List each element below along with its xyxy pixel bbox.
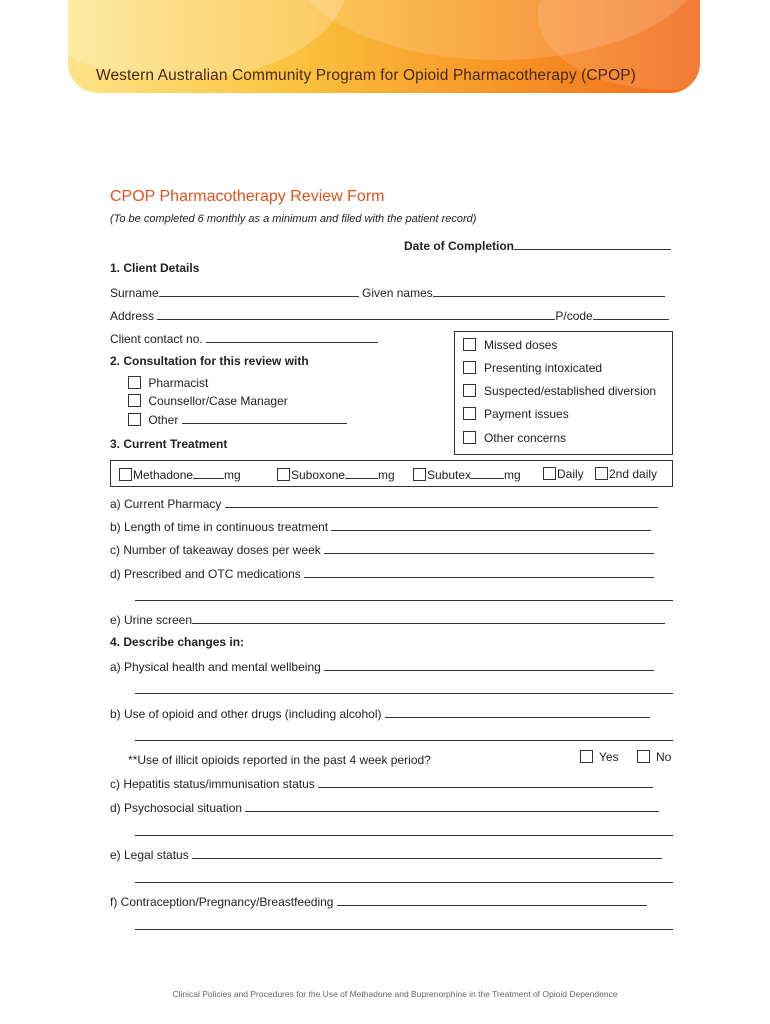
checkbox[interactable]: [128, 376, 141, 389]
checkbox[interactable]: [463, 361, 476, 374]
address-label: Address: [110, 309, 155, 323]
psychosocial-field-2[interactable]: [135, 824, 673, 836]
no-option[interactable]: No: [637, 750, 671, 764]
legal-status-continuation[interactable]: [135, 871, 673, 886]
contact-row: [110, 331, 378, 346]
checkbox[interactable]: [128, 394, 141, 407]
checkbox[interactable]: [637, 750, 650, 763]
date-label: Date of Completion: [404, 239, 514, 253]
methadone-option[interactable]: Methadone mg: [119, 467, 241, 482]
concern-diversion[interactable]: Suspected/established diversion: [463, 384, 656, 398]
subutex-option[interactable]: Subutex mg: [413, 467, 521, 482]
pcode-label: P/code: [555, 309, 593, 323]
treatment-length-row: b) Length of time in continuous treatment: [110, 519, 651, 534]
section3-heading: 3. Current Treatment: [110, 437, 228, 451]
takeaway-doses-field[interactable]: [324, 542, 654, 554]
physical-health-row: a) Physical health and mental wellbeing: [110, 659, 654, 674]
checkbox[interactable]: [277, 468, 290, 481]
second-daily-option[interactable]: 2nd daily: [595, 467, 657, 481]
checkbox[interactable]: [128, 413, 141, 426]
drug-use-field[interactable]: [385, 706, 650, 718]
psychosocial-continuation[interactable]: [135, 824, 673, 839]
concern-payment-issues[interactable]: Payment issues: [463, 407, 569, 421]
concern-missed-doses[interactable]: Missed doses: [463, 338, 557, 352]
contraception-continuation[interactable]: [135, 918, 673, 933]
option-counsellor[interactable]: Counsellor/Case Manager: [128, 394, 288, 408]
physical-health-field-2[interactable]: [135, 682, 673, 694]
treatment-box: [110, 460, 673, 487]
legal-status-field[interactable]: [192, 847, 662, 859]
contact-field[interactable]: [206, 331, 378, 343]
suboxone-option[interactable]: Suboxone mg: [277, 467, 395, 482]
date-completion[interactable]: [404, 238, 671, 253]
program-title: Western Australian Community Program for Opioid Pharmacotherapy (CPOP): [96, 67, 636, 84]
pcode-field[interactable]: [593, 308, 669, 320]
address-field[interactable]: [157, 308, 555, 320]
checkbox[interactable]: [413, 468, 426, 481]
legal-status-field-2[interactable]: [135, 871, 673, 883]
psychosocial-row: d) Psychosocial situation: [110, 800, 659, 815]
hepatitis-row: c) Hepatitis status/immunisation status: [110, 776, 653, 791]
current-pharmacy-row: a) Current Pharmacy: [110, 496, 658, 511]
section1-heading: 1. Client Details: [110, 261, 200, 275]
form-title: CPOP Pharmacotherapy Review Form: [110, 188, 385, 205]
checkbox[interactable]: [463, 407, 476, 420]
given-names-label: Given names: [362, 286, 433, 300]
drug-use-row: b) Use of opioid and other drugs (including alcohol): [110, 706, 650, 721]
option-pharmacist[interactable]: Pharmacist: [128, 376, 208, 390]
other-field[interactable]: [182, 412, 347, 424]
contraception-field[interactable]: [337, 894, 647, 906]
date-field-line[interactable]: [514, 238, 671, 250]
checkbox[interactable]: [580, 750, 593, 763]
suboxone-dose-field[interactable]: [345, 467, 378, 479]
checkbox[interactable]: [595, 467, 608, 480]
urine-screen-field[interactable]: [192, 612, 665, 624]
daily-option[interactable]: Daily: [543, 467, 584, 481]
surname-label: Surname: [110, 286, 159, 300]
current-pharmacy-field[interactable]: [225, 496, 658, 508]
subutex-dose-field[interactable]: [471, 467, 504, 479]
checkbox[interactable]: [543, 467, 556, 480]
contraception-field-2[interactable]: [135, 918, 673, 930]
urine-screen-row: e) Urine screen: [110, 612, 665, 627]
legal-status-row: e) Legal status: [110, 847, 662, 862]
surname-field[interactable]: [159, 285, 359, 297]
concern-presenting-intoxicated[interactable]: Presenting intoxicated: [463, 361, 602, 375]
concerns-box: [454, 331, 673, 455]
medications-field-2[interactable]: [135, 589, 673, 601]
drug-use-continuation[interactable]: [135, 729, 673, 744]
takeaway-doses-row: c) Number of takeaway doses per week: [110, 542, 654, 557]
option-other[interactable]: Other: [128, 412, 347, 427]
yes-option[interactable]: Yes: [580, 750, 619, 764]
physical-health-continuation[interactable]: [135, 682, 673, 697]
checkbox[interactable]: [463, 384, 476, 397]
illicit-opioids-question: **Use of illicit opioids reported in the past 4 week period?: [128, 753, 431, 767]
medications-continuation[interactable]: [135, 589, 673, 604]
concern-other[interactable]: Other concerns: [463, 431, 566, 445]
contact-label: Client contact no.: [110, 332, 203, 346]
checkbox[interactable]: [463, 338, 476, 351]
treatment-length-field[interactable]: [331, 519, 651, 531]
medications-row: d) Prescribed and OTC medications: [110, 566, 654, 581]
checkbox[interactable]: [119, 468, 132, 481]
hepatitis-field[interactable]: [318, 776, 653, 788]
form-subtitle: (To be completed 6 monthly as a minimum and filed with the patient record): [110, 213, 477, 225]
medications-field[interactable]: [304, 566, 654, 578]
psychosocial-field[interactable]: [245, 800, 659, 812]
section2-heading: 2. Consultation for this review with: [110, 354, 309, 368]
drug-use-field-2[interactable]: [135, 729, 673, 741]
methadone-dose-field[interactable]: [193, 467, 224, 479]
section4-heading: 4. Describe changes in:: [110, 635, 245, 649]
surname-row: [110, 285, 665, 300]
physical-health-field[interactable]: [324, 659, 654, 671]
given-names-field[interactable]: [433, 285, 665, 297]
checkbox[interactable]: [463, 431, 476, 444]
header-banner: [68, 0, 700, 93]
contraception-row: f) Contraception/Pregnancy/Breastfeeding: [110, 894, 647, 909]
address-row: [110, 308, 669, 323]
page-footer: Clinical Policies and Procedures for the Use of Methadone and Buprenorphine in the Treatment of Opioid Dependence: [172, 989, 618, 999]
